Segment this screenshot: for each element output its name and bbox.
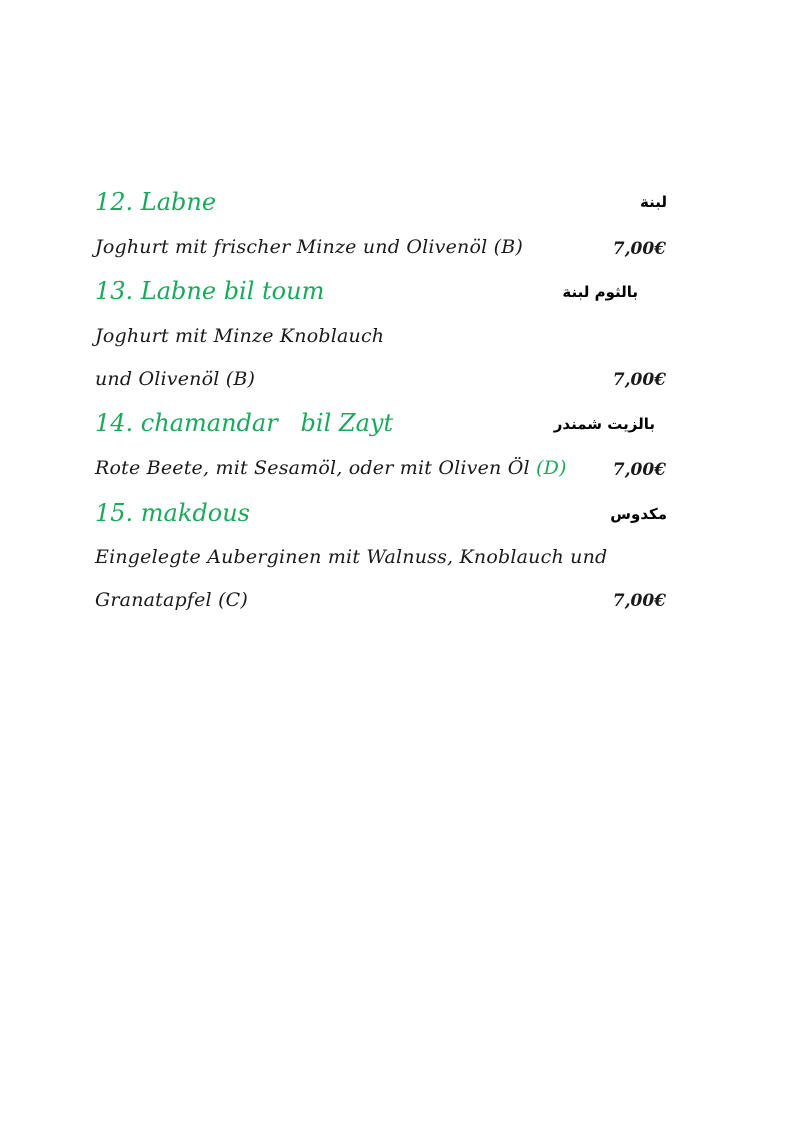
item-arabic-name: بالثوم لبنة <box>562 283 638 301</box>
item-arabic-name: لبنة <box>640 193 667 211</box>
item-price: 7,00€ <box>612 460 666 480</box>
item-arabic-name: بالزيت شمندر <box>553 415 655 433</box>
item-description-text: Rote Beete, mit Sesamöl, oder mit Oliven Öl <box>95 457 530 479</box>
item-arabic-name: مكدوس <box>610 505 667 523</box>
item-price: 7,00€ <box>612 370 666 390</box>
item-description: Joghurt mit frischer Minze und Olivenöl (B) <box>95 236 524 258</box>
item-title: 15. makdous <box>95 499 250 527</box>
item-title: 12. Labne <box>95 188 217 216</box>
item-description: Eingelegte Auberginen mit Walnuss, Knoblauch und <box>95 546 608 568</box>
item-description: Joghurt mit Minze Knoblauch <box>95 325 385 347</box>
item-description: Granatapfel (C) <box>95 589 249 611</box>
item-description <box>95 457 567 479</box>
item-price: 7,00€ <box>612 239 666 259</box>
item-price: 7,00€ <box>612 591 666 611</box>
allergen-code: (D) <box>536 457 567 479</box>
item-title: 14. chamandar bil Zayt <box>95 409 394 437</box>
item-title: 13. Labne bil toum <box>95 277 325 305</box>
item-description: und Olivenöl (B) <box>95 368 256 390</box>
